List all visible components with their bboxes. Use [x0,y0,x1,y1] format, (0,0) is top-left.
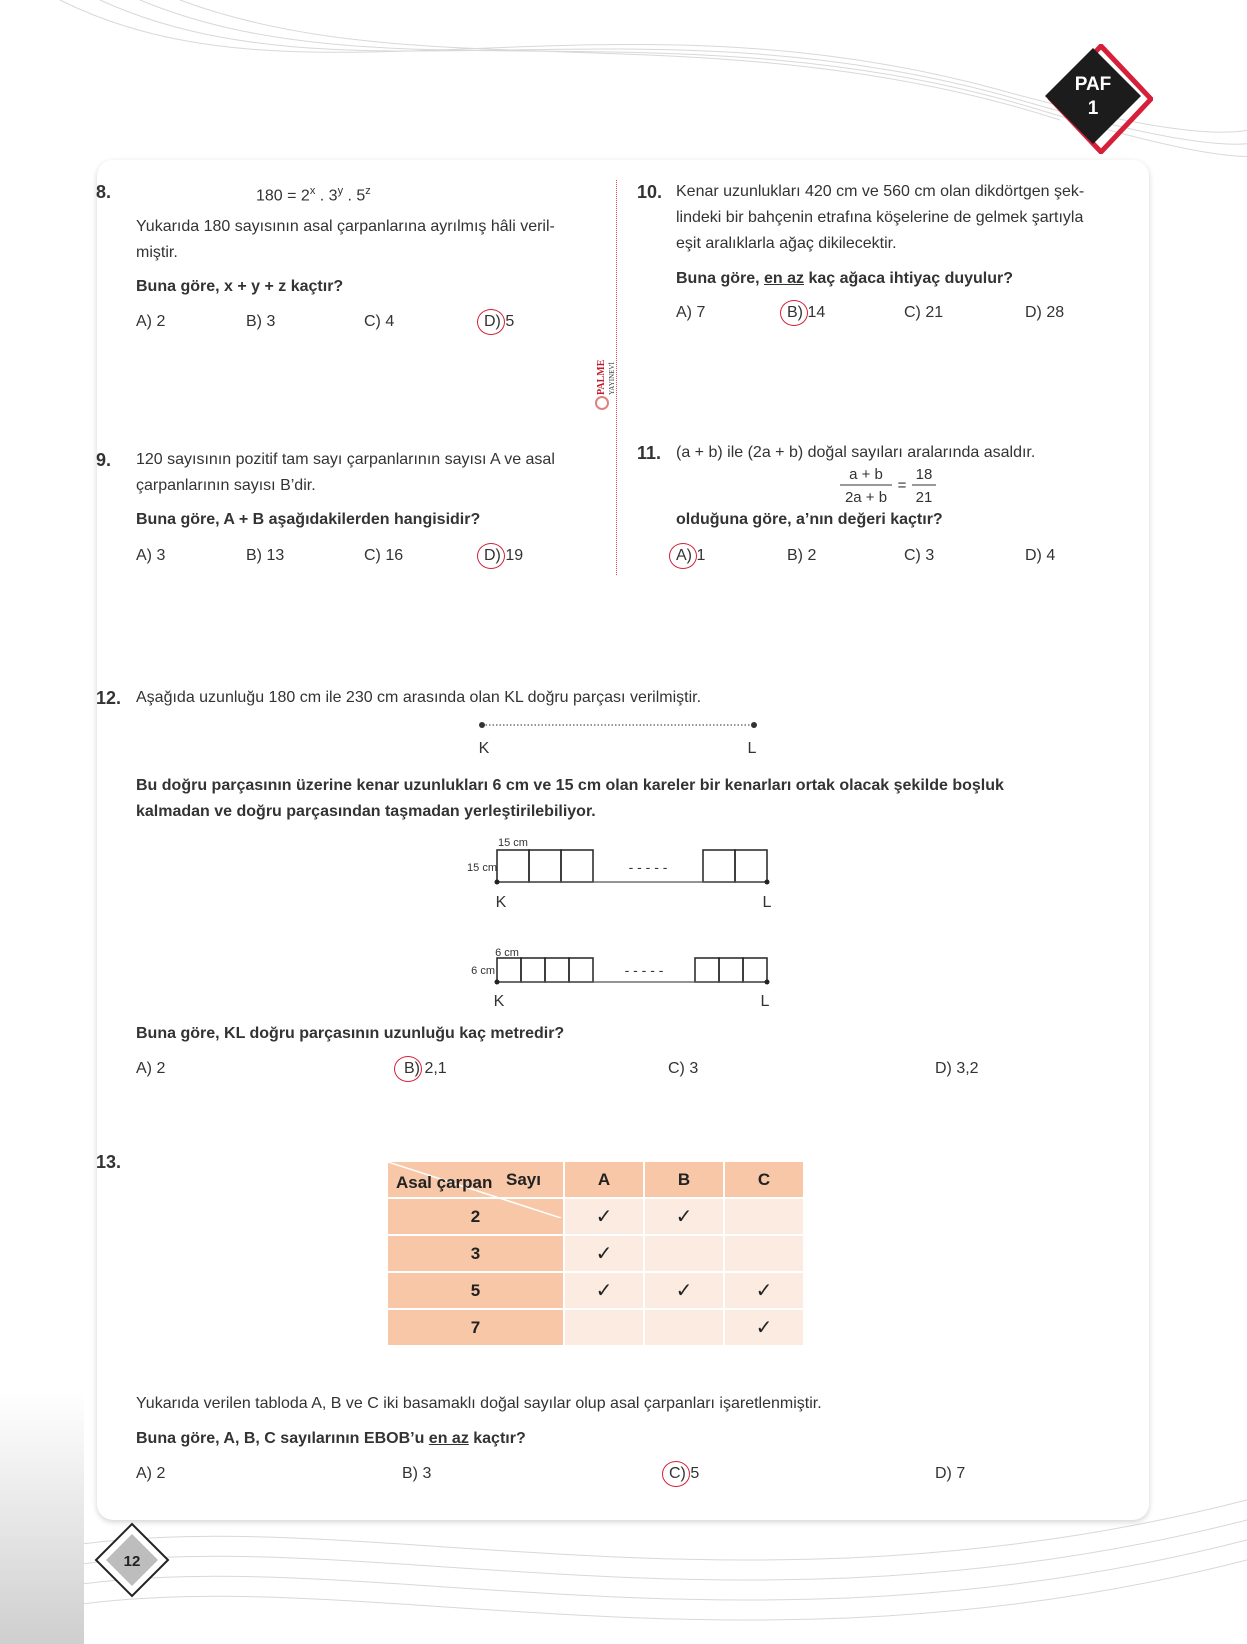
q11-equals: = [897,477,907,494]
paf-badge [1043,44,1153,154]
q9-option-d[interactable]: D) 19 [484,547,524,564]
table-corner-top: Sayı [506,1170,541,1189]
q12-option-d[interactable]: D) 3,2 [935,1060,979,1077]
q11-number: 11. [637,443,662,463]
q12-text-1: Aşağıda uzunluğu 180 cm ile 230 cm arasında olan KL doğru parçası verilmiştir. [136,689,702,706]
table-row-label: 7 [387,1309,564,1346]
publisher-line2: YAYINEVİ [608,362,616,395]
table-cell: ✓ [564,1235,644,1272]
fig2-dashes: - - - - - [624,962,664,978]
q10-number: 10. [637,182,663,202]
table-cell: ✓ [724,1309,804,1346]
q12-number: 12. [96,688,122,708]
q9-question: Buna göre, A + B aşağıdakilerden hangisidir? [136,511,481,528]
q8-text-1: Yukarıda 180 sayısının asal çarpanlarına ayrılmış hâli veril- [136,218,555,235]
q9-option-a[interactable]: A) 3 [136,547,166,564]
table-corner-bottom: Asal çarpan [396,1173,493,1192]
q12-figure-6cm [455,944,795,1014]
table-corner [387,1161,564,1198]
q8-number: 8. [96,182,112,202]
table-col-a: A [564,1161,644,1198]
fig2-l: L [760,993,770,1010]
fig1-side-label: 15 cm [467,862,497,874]
table-row-label: 2 [387,1198,564,1235]
q13-option-d[interactable]: D) 7 [935,1465,966,1482]
table-cell [564,1309,644,1346]
table-cell [644,1235,724,1272]
q12-answer-circle [394,1056,422,1082]
table-col-b: B [644,1161,724,1198]
q11-text-1: (a + b) ile (2a + b) doğal sayıları aralarında asaldır. [676,444,1036,461]
table-row-label: 5 [387,1272,564,1309]
q9-answer-circle [477,543,505,569]
q8-text-2: miştir. [136,244,178,261]
q12-figure-15cm [455,832,795,914]
table-cell: ✓ [644,1198,724,1235]
table-cell [644,1309,724,1346]
q8-option-c[interactable]: C) 4 [364,313,395,330]
publisher-logo [590,345,620,415]
segment-k: K [478,740,490,757]
q13-answer-circle [662,1461,690,1487]
publisher-line1: PALME [596,359,607,395]
q10-option-c[interactable]: C) 21 [904,304,944,321]
page-number-badge [94,1522,170,1598]
q13-option-b[interactable]: B) 3 [402,1465,432,1482]
table-cell: ✓ [724,1272,804,1309]
q11-option-c[interactable]: C) 3 [904,547,935,564]
fig1-dashes: - - - - - [628,859,668,875]
q9-option-c[interactable]: C) 16 [364,547,404,564]
q11-fraction [830,462,950,508]
table-cell: ✓ [564,1198,644,1235]
q9-option-b[interactable]: B) 13 [246,547,285,564]
fig1-l: L [762,894,772,911]
fig2-top-label: 6 cm [495,947,519,959]
table-cell: ✓ [644,1272,724,1309]
badge-line2: 1 [1087,98,1099,119]
q13-prime-table [386,1160,805,1347]
q10-text-1: Kenar uzunlukları 420 cm ve 560 cm olan dikdörtgen şek- [676,183,1085,200]
q8-option-b[interactable]: B) 3 [246,313,276,330]
q12-bold-1: Bu doğru parçasının üzerine kenar uzunlukları 6 cm ve 15 cm olan kareler bir kenarları ortak olacak şekilde boşluk [136,777,1004,794]
left-gray-strip [0,1390,84,1644]
q13-text-1: Yukarıda verilen tabloda A, B ve C iki basamaklı doğal sayılar olup asal çarpanları işaretlenmiştir. [136,1395,822,1412]
fig2-k: K [493,993,505,1010]
q11-frac-den: 2a + b [844,489,888,506]
q13-question: Buna göre, A, B, C sayılarının EBOB’u en az kaçtır? [136,1430,526,1447]
q11-answer-circle [669,543,697,569]
q8-question: Buna göre, x + y + z kaçtır? [136,278,344,295]
q12-bold-2: kalmadan ve doğru parçasından taşmadan yerleştirilebiliyor. [136,803,596,820]
fig2-side-label: 6 cm [471,965,495,977]
q9-text-1: 120 sayısının pozitif tam sayı çarpanlarının sayısı A ve asal [136,451,555,468]
q9-number: 9. [96,450,112,470]
segment-l: L [747,740,757,757]
page-number: 12 [123,1553,141,1570]
q8-option-a[interactable]: A) 2 [136,313,166,330]
q10-text-3: eşit aralıklarla ağaç dikilecektir. [676,235,897,252]
table-cell: ✓ [564,1272,644,1309]
q11-frac2-num: 18 [915,466,933,483]
q13-option-a[interactable]: A) 2 [136,1465,166,1482]
q12-segment [470,715,770,759]
q13-number: 13. [96,1152,122,1172]
fig1-k: K [495,894,507,911]
q12-option-c[interactable]: C) 3 [668,1060,699,1077]
q8-option-d[interactable]: D) 5 [484,313,515,330]
table-col-c: C [724,1161,804,1198]
q10-text-2: lindeki bir bahçenin etrafına köşelerine de gelmek şartıyla [676,209,1084,226]
table-cell [724,1235,804,1272]
q10-answer-circle [780,300,808,326]
q12-option-a[interactable]: A) 2 [136,1060,166,1077]
q11-frac2-den: 21 [915,489,933,506]
q11-option-a[interactable]: A) 1 [676,547,706,564]
badge-line1: PAF [1074,74,1112,95]
q11-option-b[interactable]: B) 2 [787,547,817,564]
q8-answer-circle [477,309,505,335]
q13-option-c[interactable]: C) 5 [669,1465,700,1482]
table-cell [724,1198,804,1235]
q10-option-d[interactable]: D) 28 [1025,304,1065,321]
fig1-top-label: 15 cm [498,837,528,849]
q12-option-b[interactable]: B) 2,1 [404,1060,447,1077]
q10-option-a[interactable]: A) 7 [676,304,706,321]
q12-question: Buna göre, KL doğru parçasının uzunluğu kaç metredir? [136,1025,565,1042]
q10-question: Buna göre, en az kaç ağaca ihtiyaç duyulur? [676,270,1013,287]
q11-option-d[interactable]: D) 4 [1025,547,1056,564]
table-row-label: 3 [387,1235,564,1272]
q11-question: olduğuna göre, a’nın değeri kaçtır? [676,511,943,528]
q11-frac-num: a + b [849,466,883,483]
q10-option-b[interactable]: B) 14 [787,304,826,321]
q9-text-2: çarpanlarının sayısı B’dir. [136,477,316,494]
q8-formula: $180 = 2^x$ . 3$^y$ . 5$^z$ [256,185,371,205]
